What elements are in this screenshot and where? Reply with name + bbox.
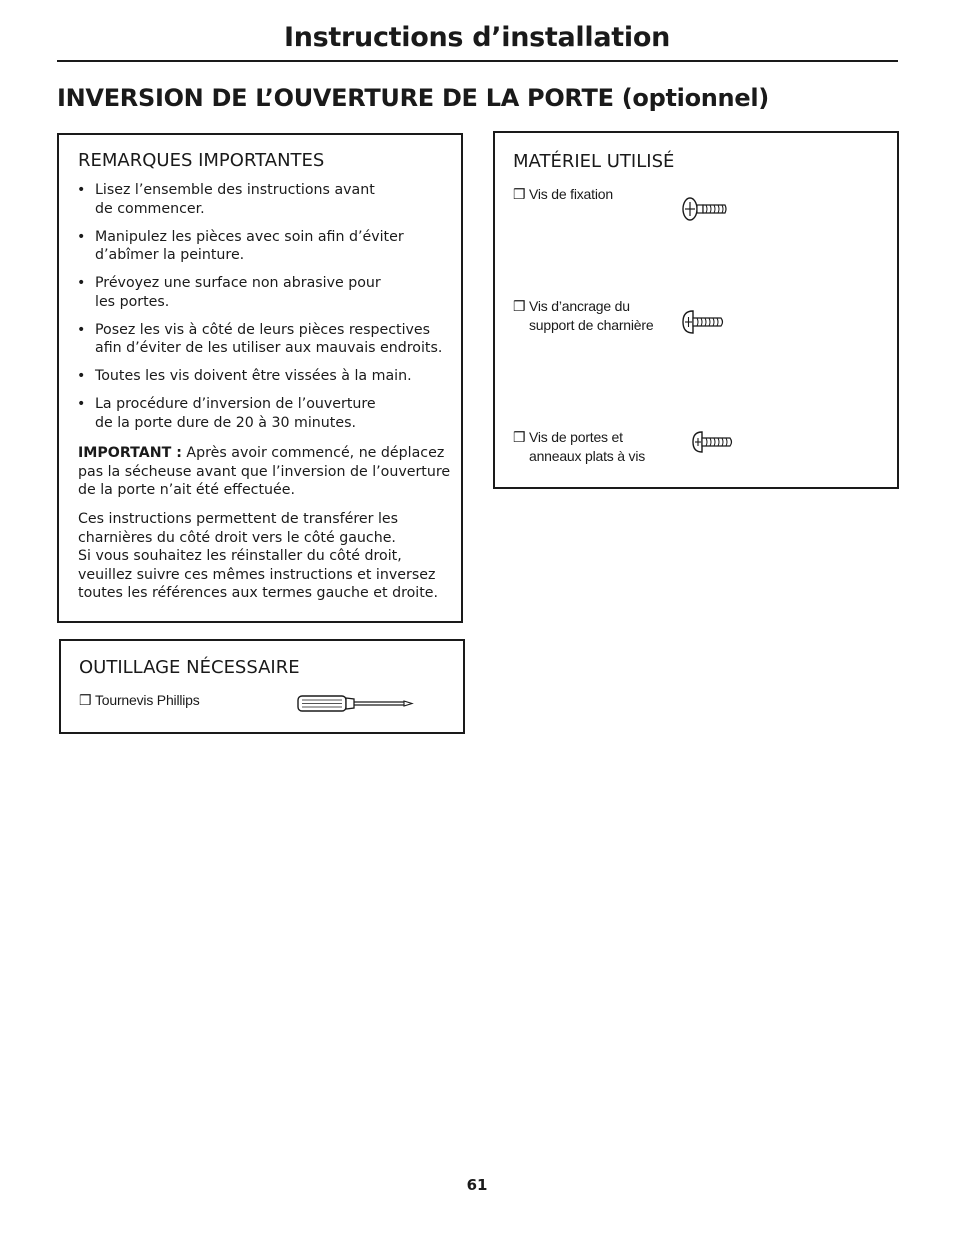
hardware-used-title: MATÉRIEL UTILISÉ	[513, 151, 675, 172]
hinge-anchor-screw-icon	[681, 308, 727, 336]
note-text: Lisez l’ensemble des instructions avant de commencer.	[95, 182, 375, 217]
bullet: •	[77, 228, 86, 245]
mounting-screw-icon	[681, 195, 729, 223]
phillips-screwdriver-icon	[296, 693, 416, 715]
bullet: •	[77, 321, 86, 338]
bullet: •	[77, 396, 86, 412]
page-number: 61	[466, 1176, 488, 1194]
hardware-item-door-screw	[513, 428, 645, 466]
important-notes-title: REMARQUES IMPORTANTES	[78, 150, 325, 171]
checkbox-icon: ❒	[513, 298, 526, 314]
header-rule	[57, 60, 898, 62]
note-item	[77, 367, 449, 386]
note-text: Prévoyez une surface non abrasive pour les portes.	[95, 275, 381, 310]
note-text: Toutes les vis doivent être vissées à la main.	[95, 368, 412, 384]
section-title: INVERSION DE L’OUVERTURE DE LA PORTE (optionnel)	[57, 84, 769, 112]
hardware-item-mounting-screw	[513, 185, 613, 204]
important-paragraph	[78, 444, 460, 500]
note-item	[77, 274, 449, 311]
required-tools-box	[59, 639, 465, 734]
door-screw-icon	[690, 429, 736, 455]
transfer-paragraph: Ces instructions permettent de transférer les charnières du côté droit vers le côté gauche. Si vous souhaitez les réinstaller du côté droit, veuillez suivre ces mêmes instructions et inversez toutes les références aux termes gauche et droite.	[78, 511, 439, 601]
important-label: IMPORTANT :	[78, 445, 182, 461]
note-text: La procédure d’inversion de l’ouverture de la porte dure de 20 à 30 minutes.	[95, 396, 376, 431]
important-notes-box	[57, 133, 463, 623]
note-item	[77, 321, 449, 358]
note-text: Manipulez les pièces avec soin afin d’éviter d’abîmer la peinture.	[95, 228, 404, 263]
note-item	[77, 228, 449, 265]
hardware-used-box	[493, 131, 899, 489]
required-tools-title: OUTILLAGE NÉCESSAIRE	[79, 657, 300, 678]
note-item	[77, 395, 449, 432]
tool-item-phillips	[79, 691, 200, 710]
page-header-title: Instructions d’installation	[283, 22, 670, 53]
important-notes-list	[77, 181, 449, 442]
hardware-item-hinge-anchor-screw	[513, 297, 653, 335]
bullet: •	[77, 182, 86, 198]
checkbox-icon: ❒	[513, 186, 526, 202]
checkbox-icon: ❒	[79, 692, 92, 708]
bullet: •	[77, 275, 86, 291]
hardware-label: Vis d’ancrage du support de charnière	[529, 298, 654, 333]
bullet: •	[77, 368, 86, 384]
hardware-label: Vis de fixation	[529, 186, 613, 202]
checkbox-icon: ❒	[513, 429, 526, 445]
note-item	[77, 181, 449, 218]
important-text: Après avoir commencé, ne déplacez pas la sécheuse avant que l’inversion de l’ouverture de la porte n’ait été effectuée.	[78, 445, 451, 498]
note-text: Posez les vis à côté de leurs pièces respectives afin d’éviter de les utiliser aux mauvais endroits.	[95, 321, 443, 356]
tool-label: Tournevis Phillips	[95, 692, 200, 708]
hardware-label: Vis de portes et anneaux plats à vis	[529, 429, 646, 464]
